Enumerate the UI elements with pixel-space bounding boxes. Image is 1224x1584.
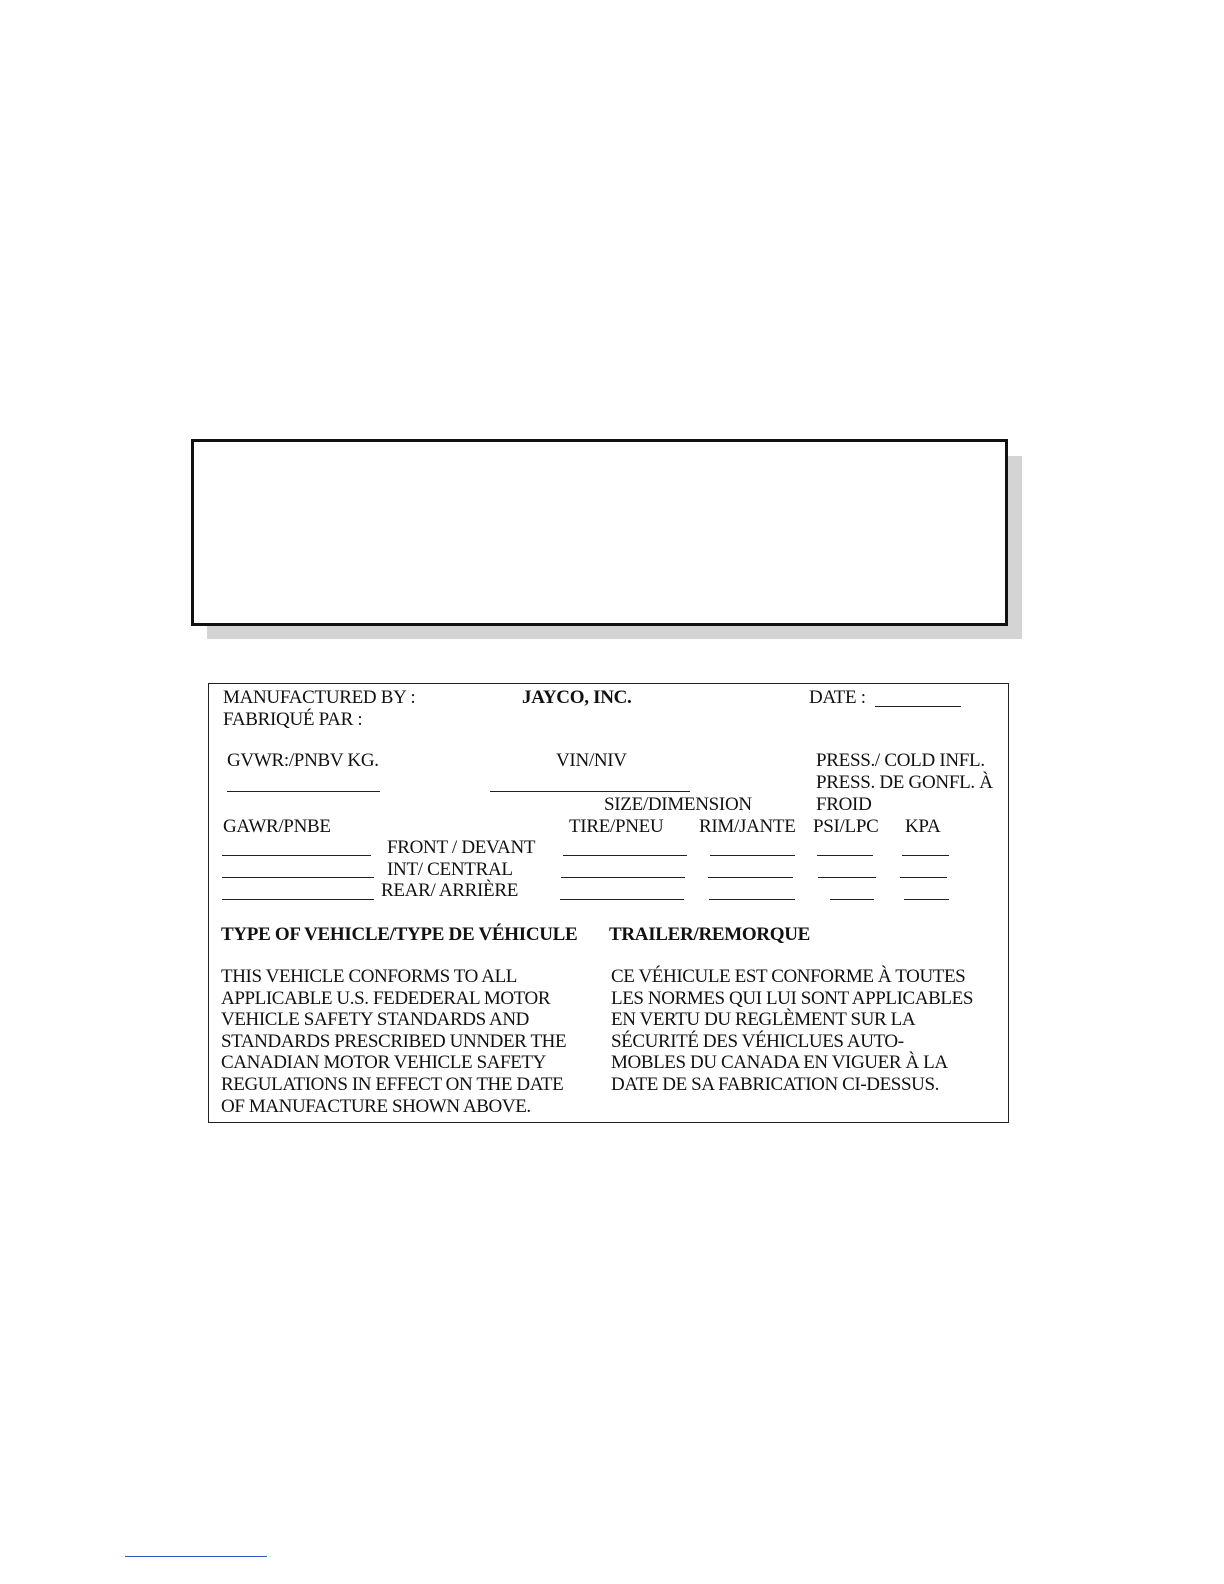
rim-int-field-line: [708, 877, 793, 878]
manufactured-by-label: MANUFACTURED BY :: [223, 687, 416, 708]
vehicle-type-label: TYPE OF VEHICLE/TYPE DE VÉHICULE: [221, 924, 578, 945]
kpa-int-field-line: [900, 877, 947, 878]
manufacturer-name: JAYCO, INC.: [522, 687, 632, 708]
pressure-label-line3: FROID: [816, 794, 872, 815]
rim-front-field-line: [710, 855, 795, 856]
gvwr-label: GVWR:/PNBV KG.: [227, 750, 379, 771]
conformity-statement-english: THIS VEHICLE CONFORMS TO ALL APPLICABLE U.S. FEDEDERAL MOTOR VEHICLE SAFETY STANDARDS AND STANDARDS PRESCRIBED UNNDER THE CANADIAN MOTOR VEHICLE SAFETY REGULATIONS IN EFFECT ON THE DATE OF MANUFACTURE SHOWN ABOVE.: [221, 966, 567, 1117]
pressure-label-line1: PRESS./ COLD INFL.: [816, 750, 985, 771]
date-label: DATE :: [809, 687, 866, 708]
psi-column-header: PSI/LPC: [813, 816, 879, 837]
gawr-int-field-line: [222, 877, 374, 878]
psi-front-field-line: [817, 855, 873, 856]
tire-front-field-line: [563, 855, 687, 856]
rim-column-header: RIM/JANTE: [699, 816, 796, 837]
fabrique-par-label: FABRIQUÉ PAR :: [223, 709, 363, 730]
gvwr-field-line: [227, 791, 380, 792]
kpa-column-header: KPA: [905, 816, 941, 837]
certification-label: [208, 683, 1009, 1123]
gawr-rear-field-line: [222, 899, 374, 900]
tire-column-header: TIRE/PNEU: [569, 816, 664, 837]
psi-int-field-line: [818, 877, 876, 878]
gawr-label: GAWR/PNBE: [223, 816, 331, 837]
axle-rear-label: REAR/ ARRIÈRE: [381, 880, 519, 901]
vehicle-type-value: TRAILER/REMORQUE: [609, 924, 811, 945]
gawr-front-field-line: [222, 855, 371, 856]
tire-int-field-line: [561, 877, 685, 878]
tire-rear-field-line: [560, 899, 684, 900]
vin-field-line: [490, 791, 690, 792]
vin-label: VIN/NIV: [556, 750, 627, 771]
axle-int-label: INT/ CENTRAL: [387, 859, 513, 880]
kpa-front-field-line: [902, 855, 949, 856]
pressure-label-line2: PRESS. DE GONFL. À: [816, 772, 993, 793]
axle-front-label: FRONT / DEVANT: [387, 837, 536, 858]
size-dimension-label: SIZE/DIMENSION: [604, 794, 752, 815]
conformity-statement-french: CE VÉHICULE EST CONFORME À TOUTES LES NORMES QUI LUI SONT APPLICABLES EN VERTU DU REGLÈMENT SUR LA SÉCURITÉ DES VÉHICLUES AUTO- MOBLES DU CANADA EN VIGUER À LA DATE DE SA FABRICATION CI-DESSUS.: [611, 966, 973, 1095]
date-field-line: [875, 706, 961, 707]
footnote-rule: [125, 1556, 267, 1557]
kpa-rear-field-line: [904, 899, 949, 900]
rim-rear-field-line: [709, 899, 795, 900]
psi-rear-field-line: [830, 899, 874, 900]
blank-framed-box: [191, 439, 1008, 626]
